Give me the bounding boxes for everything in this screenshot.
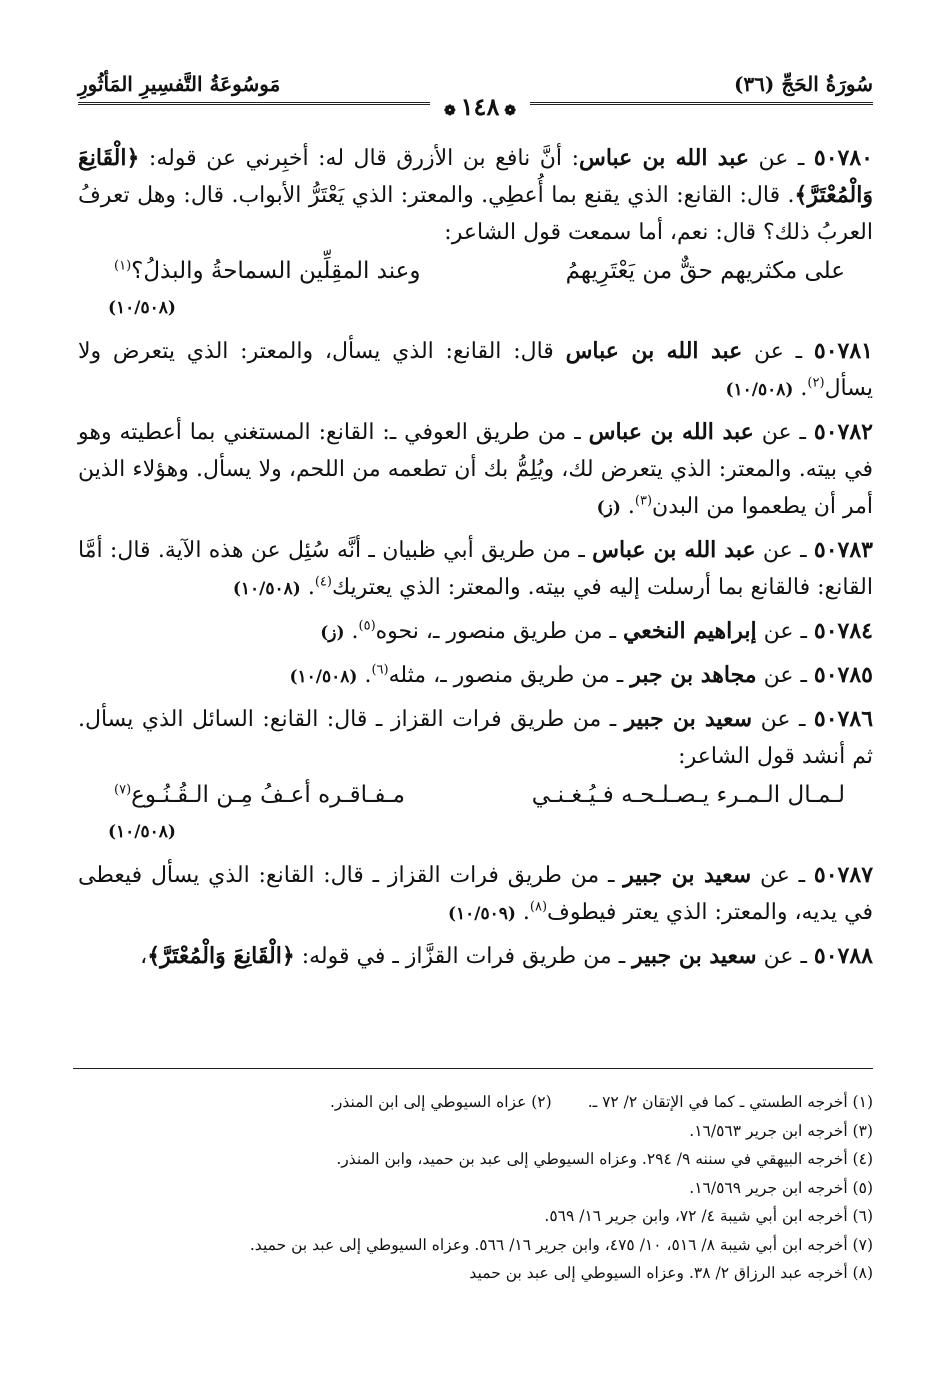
footnote-marker: (٢) [807, 375, 825, 391]
footnote: (٣) أخرجه ابن جرير ١٦/٥٦٣. [689, 1121, 873, 1140]
entry-number: ٥٠٧٨٨ [813, 943, 873, 969]
book-title: مَوسُوعَةُ التَّفسِيرِ المَأثُورِ [78, 72, 281, 96]
volume-page-ref: (١٠/٥٠٨) [232, 579, 301, 599]
entry: ٥٠٧٨٣ ـ عن عبد الله بن عباس ـ من طريق أبي ظبيان ـ أنَّه سُئِل عن هذه الآية. قال: أمَّا القانع: فالقانع بما أرسلت إليه في بيته. والمعتر: الذي يعتريك$^{(٤)}$. (١٠/٥٠٨) [78, 537, 873, 600]
poetry-verse [78, 253, 873, 290]
entry: ٥٠٧٨٧ ـ عن سعيد بن جبير ـ من طريق فرات القزاز ـ قال: القانع: الذي يسأل فيعطى في يديه، والمعتر: الذي يعتر فيطوف$^{(٨)}$. (١٠/٥٠٩) [78, 862, 874, 925]
footnote-marker: (١) [114, 258, 132, 274]
entry: ٥٠٧٨٥ ـ عن مجاهد بن جبر ـ من طريق منصور ـ، مثله$^{(٦)}$. (١٠/٥٠٨) [289, 662, 873, 688]
footnote-marker: (٧) [114, 782, 132, 798]
entry-number: ٥٠٧٨٠ [813, 145, 873, 171]
entry-number: ٥٠٧٨١ [813, 338, 873, 364]
narrator-name: مجاهد بن جبر [630, 662, 757, 688]
footnote-marker: (٥) [358, 618, 376, 634]
quran-quote: ﴿الْقَانِعَ وَالْمُعْتَرَّ﴾ [147, 943, 295, 969]
entry: ٥٠٧٨٢ ـ عن عبد الله بن عباس ـ من طريق العوفي ـ: القانع: المستغني بما أعطيته وهو في بيته. والمعتر: الذي يتعرض لك، ويُلِمُّ بك أن تطعمه من اللحم، ولا يسأل. وهؤلاء الذين أمر أن يطعموا من البدن$^{(٣)}$. (ز) [78, 419, 873, 519]
volume-page-ref: (١٠/٥٠٨) [289, 667, 358, 687]
volume-page-ref: (١٠/٥٠٨) [108, 298, 176, 318]
narrator-name: عبد الله بن عباس [592, 537, 756, 563]
footnote-marker: (٤) [314, 574, 332, 590]
narrator-name: عبد الله بن عباس [565, 338, 743, 364]
footnote-row [78, 1088, 873, 1117]
footnote: (٥) أخرجه ابن جرير ١٦/٥٦٩. [689, 1178, 873, 1197]
volume-page-ref: (١٠/٥٠٨) [725, 380, 794, 400]
narrator-name: سعيد بن جبير [632, 943, 757, 969]
page-number: ❁ ١٤٨ ❁ [430, 92, 530, 121]
page-number-rule-left [78, 104, 430, 105]
volume-page-ref: (١٠/٥٠٩) [447, 904, 516, 924]
footnote: (٤) أخرجه البيهقي في سننه ٩/ ٢٩٤. وعزاه السيوطي إلى عبد بن حميد، وابن المنذر. [336, 1150, 873, 1168]
poetry-verse [78, 777, 873, 814]
entry-number: ٥٠٧٨٤ [813, 618, 873, 644]
quran-quote: ﴿الْقَانِعَ وَالْمُعْتَرَّ﴾ [78, 145, 873, 208]
verse-second-hemistich: وعند المقِلِّين السماحةُ والبذلُ؟$^{(١)}$ [114, 258, 421, 284]
page-number-rule-right [530, 104, 873, 105]
volume-page-ref: (١٠/٥٠٨) [108, 822, 176, 842]
footnote: (٢) عزاه السيوطي إلى ابن المنذر. [330, 1093, 552, 1111]
main-text [78, 140, 873, 980]
footnote-marker: (٦) [371, 662, 389, 678]
verse-first-hemistich: لـمـال الـمـرء يـصـلـحـه فـيُـغـنـي [531, 782, 845, 808]
footnotes [78, 1088, 873, 1288]
entry-number: ٥٠٧٨٦ [813, 706, 874, 732]
entry-number: ٥٠٧٨٢ [813, 419, 873, 445]
footnote-marker: (٨) [529, 899, 548, 915]
footnote: (٧) أخرجه ابن أبي شيبة ٨/ ٥١٦، ١٠/ ٤٧٥، وابن جرير ١٦/ ٥٦٦. وعزاه السيوطي إلى عبد بن حميد. [249, 1235, 873, 1254]
footnote: (٦) أخرجه ابن أبي شيبة ٤/ ٧٢، وابن جرير ١٦/ ٥٦٩. [544, 1207, 873, 1225]
footnote: (١) أخرجه الطستي ـ كما في الإتقان ٢/ ٧٢ ـ. [587, 1093, 873, 1111]
entry: ٥٠٧٨٤ ـ عن إبراهيم النخعي ـ من طريق منصور ـ، نحوه$^{(٥)}$. (ز) [320, 618, 873, 644]
entry-number: ٥٠٧٨٣ [813, 537, 873, 563]
ornament-icon: ❁ [499, 103, 516, 119]
narrator-name: سعيد بن جبير [624, 706, 753, 732]
entry-number: ٥٠٧٨٥ [813, 662, 873, 688]
verse-second-hemistich: مـفـاقـره أعـفُ مِـن الـقُـنُـوع$^{(٧)}$ [114, 782, 406, 808]
entry: ٥٠٧٨٠ ـ عن عبد الله بن عباس: أنَّ نافع بن الأزرق قال له: أخبِرني عن قوله: ﴿الْقَانِعَ وَالْمُعْتَرَّ﴾. قال: القانع: الذي يقنع بما أُعطِي. والمعتر: الذي يَعْتَرُّ الأبواب. قال: وهل تعرفُ العربُ ذلك؟ قال: نعم، أما سمعت قول الشاعر: على مكثريهم حقٌّ من يَعْتَرِيهمُ وعند المقِلِّين السماحةُ والبذلُ؟$^{(١)}$ (١٠/٥٠٨) [78, 140, 873, 327]
narrator-name: عبد الله بن عباس [588, 419, 754, 445]
surah-title: سُورَةُ الحَجِّ (٣٦) [733, 72, 873, 96]
entry: ٥٠٧٨٨ ـ عن سعيد بن جبير ـ من طريق فرات القزَّاز ـ في قوله: ﴿الْقَانِعَ وَالْمُعْتَرَّ﴾، [140, 943, 873, 969]
entry: ٥٠٧٨٦ ـ عن سعيد بن جبير ـ من طريق فرات القزاز ـ قال: القانع: السائل الذي يسأل. ثم أنشد قول الشاعر: لـمـال الـمـرء يـصـلـحـه فـيُـغـنـي مـفـاقـره أعـفُ مِـن الـقُـنُـوع$^{(٧)}$ (١٠/٥٠٨) [78, 701, 873, 851]
source-ref: (ز) [596, 498, 621, 518]
narrator-name: سعيد بن جبير [623, 862, 752, 888]
ornament-icon: ❁ [444, 103, 461, 119]
verse-first-hemistich: على مكثريهم حقٌّ من يَعْتَرِيهمُ [565, 258, 845, 284]
entry-number: ٥٠٧٨٧ [813, 862, 874, 888]
footnote: (٨) أخرجه عبد الرزاق ٢/ ٣٨. وعزاه السيوطي إلى عبد بن حميد [469, 1264, 873, 1282]
footnote-divider [73, 1068, 873, 1069]
entry: ٥٠٧٨١ ـ عن عبد الله بن عباس قال: القانع: الذي يسأل، والمعتر: الذي يتعرض ولا يسأل$^{(٢)}$. (١٠/٥٠٨) [78, 338, 873, 401]
source-ref: (ز) [320, 623, 345, 643]
narrator-name: إبراهيم النخعي [622, 618, 757, 644]
footnote-marker: (٣) [634, 493, 653, 509]
narrator-name: عبد الله بن عباس [578, 145, 749, 171]
